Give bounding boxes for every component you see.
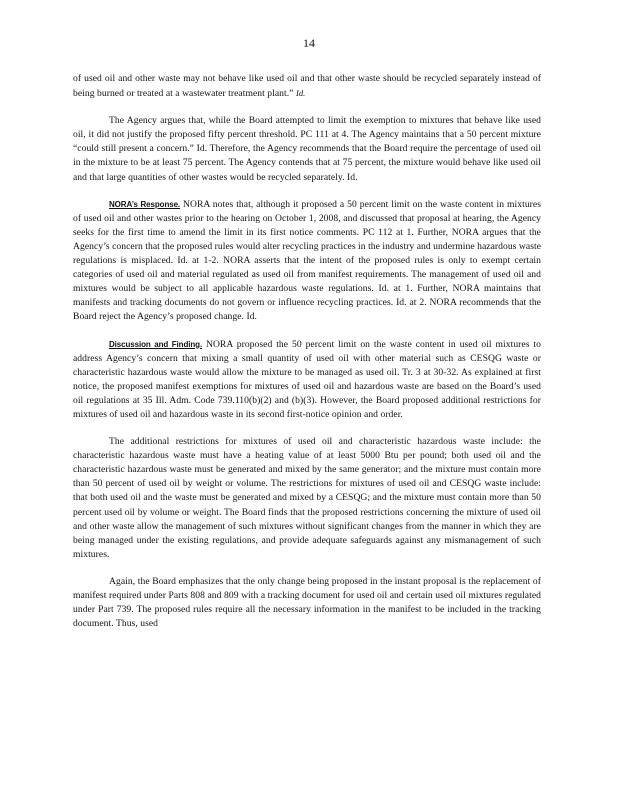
section-heading: NORA’s Response. bbox=[109, 199, 181, 209]
paragraph-text: NORA proposed the 50 percent limit on the waste content in used oil mixtures to address Agency’s concern that mixing a small quantity of used oil with other material such as CESQG waste or characteristic hazardous waste would allow the mixture to be managed as used oil. Tr. 3 at 30-32. As explained at first notice, the proposed manifest exemptions for mixtures of used oil and hazardous waste are based on the Board’s used oil regulations at 35 Ill. Adm. Code 739.110(b)(2) and (b)(3). However, the Board proposed additional restrictions for mixtures of used oil and hazardous waste in its second first-notice opinion and order. bbox=[73, 338, 541, 420]
paragraph-text: NORA notes that, although it proposed a 50 percent limit on the waste content in mixtures of used oil and other wastes prior to the hearing on October 1, 2008, and discussed that proposal at hearing, the Agency seeks for the first time to amend the limit in its first notice comments. PC 112 at 1. Further, NORA argues that the Agency’s concern that the proposed rules would alter recycling practices in the industry and undermine hazardous waste regulations is misplaced. Id. at 1-2. NORA asserts that the intent of the proposed rules is only to exempt certain categories of used oil and material regulated as used oil from manifest requirements. The management of used oil and mixtures would be subject to all applicable hazardous waste regulations. Id. at 1. Further, NORA maintains that manifests and tracking documents do not govern or influence recycling practices. Id. at 2. NORA recommends that the Board reject the Agency’s proposed change. Id. bbox=[73, 198, 542, 323]
paragraph-discussion bbox=[73, 338, 541, 423]
citation: Id. bbox=[295, 88, 306, 99]
paragraph-text: Again, the Board emphasizes that the only change being proposed in the instant proposal is the replacement of manifest required under Parts 808 and 809 with a tracking document for used oil and certain used oil mixtures regulated under Part 739. The proposed rules require all the necessary information in the manifest to be included in the tracking document. Thus, used bbox=[73, 575, 541, 630]
paragraph-text: The Agency argues that, while the Board attempted to limit the exemption to mixtures that behave like used oil, it did not justify the proposed fifty percent threshold. PC 111 at 4. The Agency maintains that a 50 percent mixture “could still present a concern.” Id. Therefore, the Agency recommends that the Board require the percentage of used oil in the mixture to be at least 75 percent. The Agency contends that at 75 percent, the mixture would behave like used oil and that large quantities of other wastes would be recycled separately. Id. bbox=[73, 115, 541, 183]
paragraph-board-emphasis bbox=[73, 575, 541, 631]
page-number: 14 bbox=[303, 36, 315, 50]
paragraph-continued bbox=[73, 72, 541, 101]
paragraph-text: of used oil and other waste may not behave like used oil and that other waste should be recycled separately instead of being burned or treated at a wastewater treatment plant.” bbox=[73, 73, 541, 100]
paragraph-agency-argument bbox=[73, 114, 541, 184]
paragraph-text: The additional restrictions for mixtures of used oil and characteristic hazardous waste include: the characteristic hazardous waste must have a heating value of at least 5000 Btu per pound; both used oil and the characteristic hazardous waste must be generated and mixed by the same generator; and the mixture must contain more than 50 percent of used oil by weight or volume. The restrictions for mixtures of used oil and CESQG waste include: that both used oil and the waste must be generated and mixed by a CESQG; and the mixture must contain more than 50 percent used oil by volume or weight. The Board finds that the proposed restrictions concerning the mixture of used oil and other waste allow the management of such mixtures without significant changes from the manner in which they are being managed under the existing regulations, and provide adequate safeguards against any mismanagement of such mixtures. bbox=[73, 436, 541, 560]
section-heading: Discussion and Finding. bbox=[109, 339, 203, 349]
paragraph-restrictions bbox=[73, 435, 541, 562]
document-body bbox=[73, 72, 541, 644]
paragraph-nora-response bbox=[73, 198, 541, 325]
